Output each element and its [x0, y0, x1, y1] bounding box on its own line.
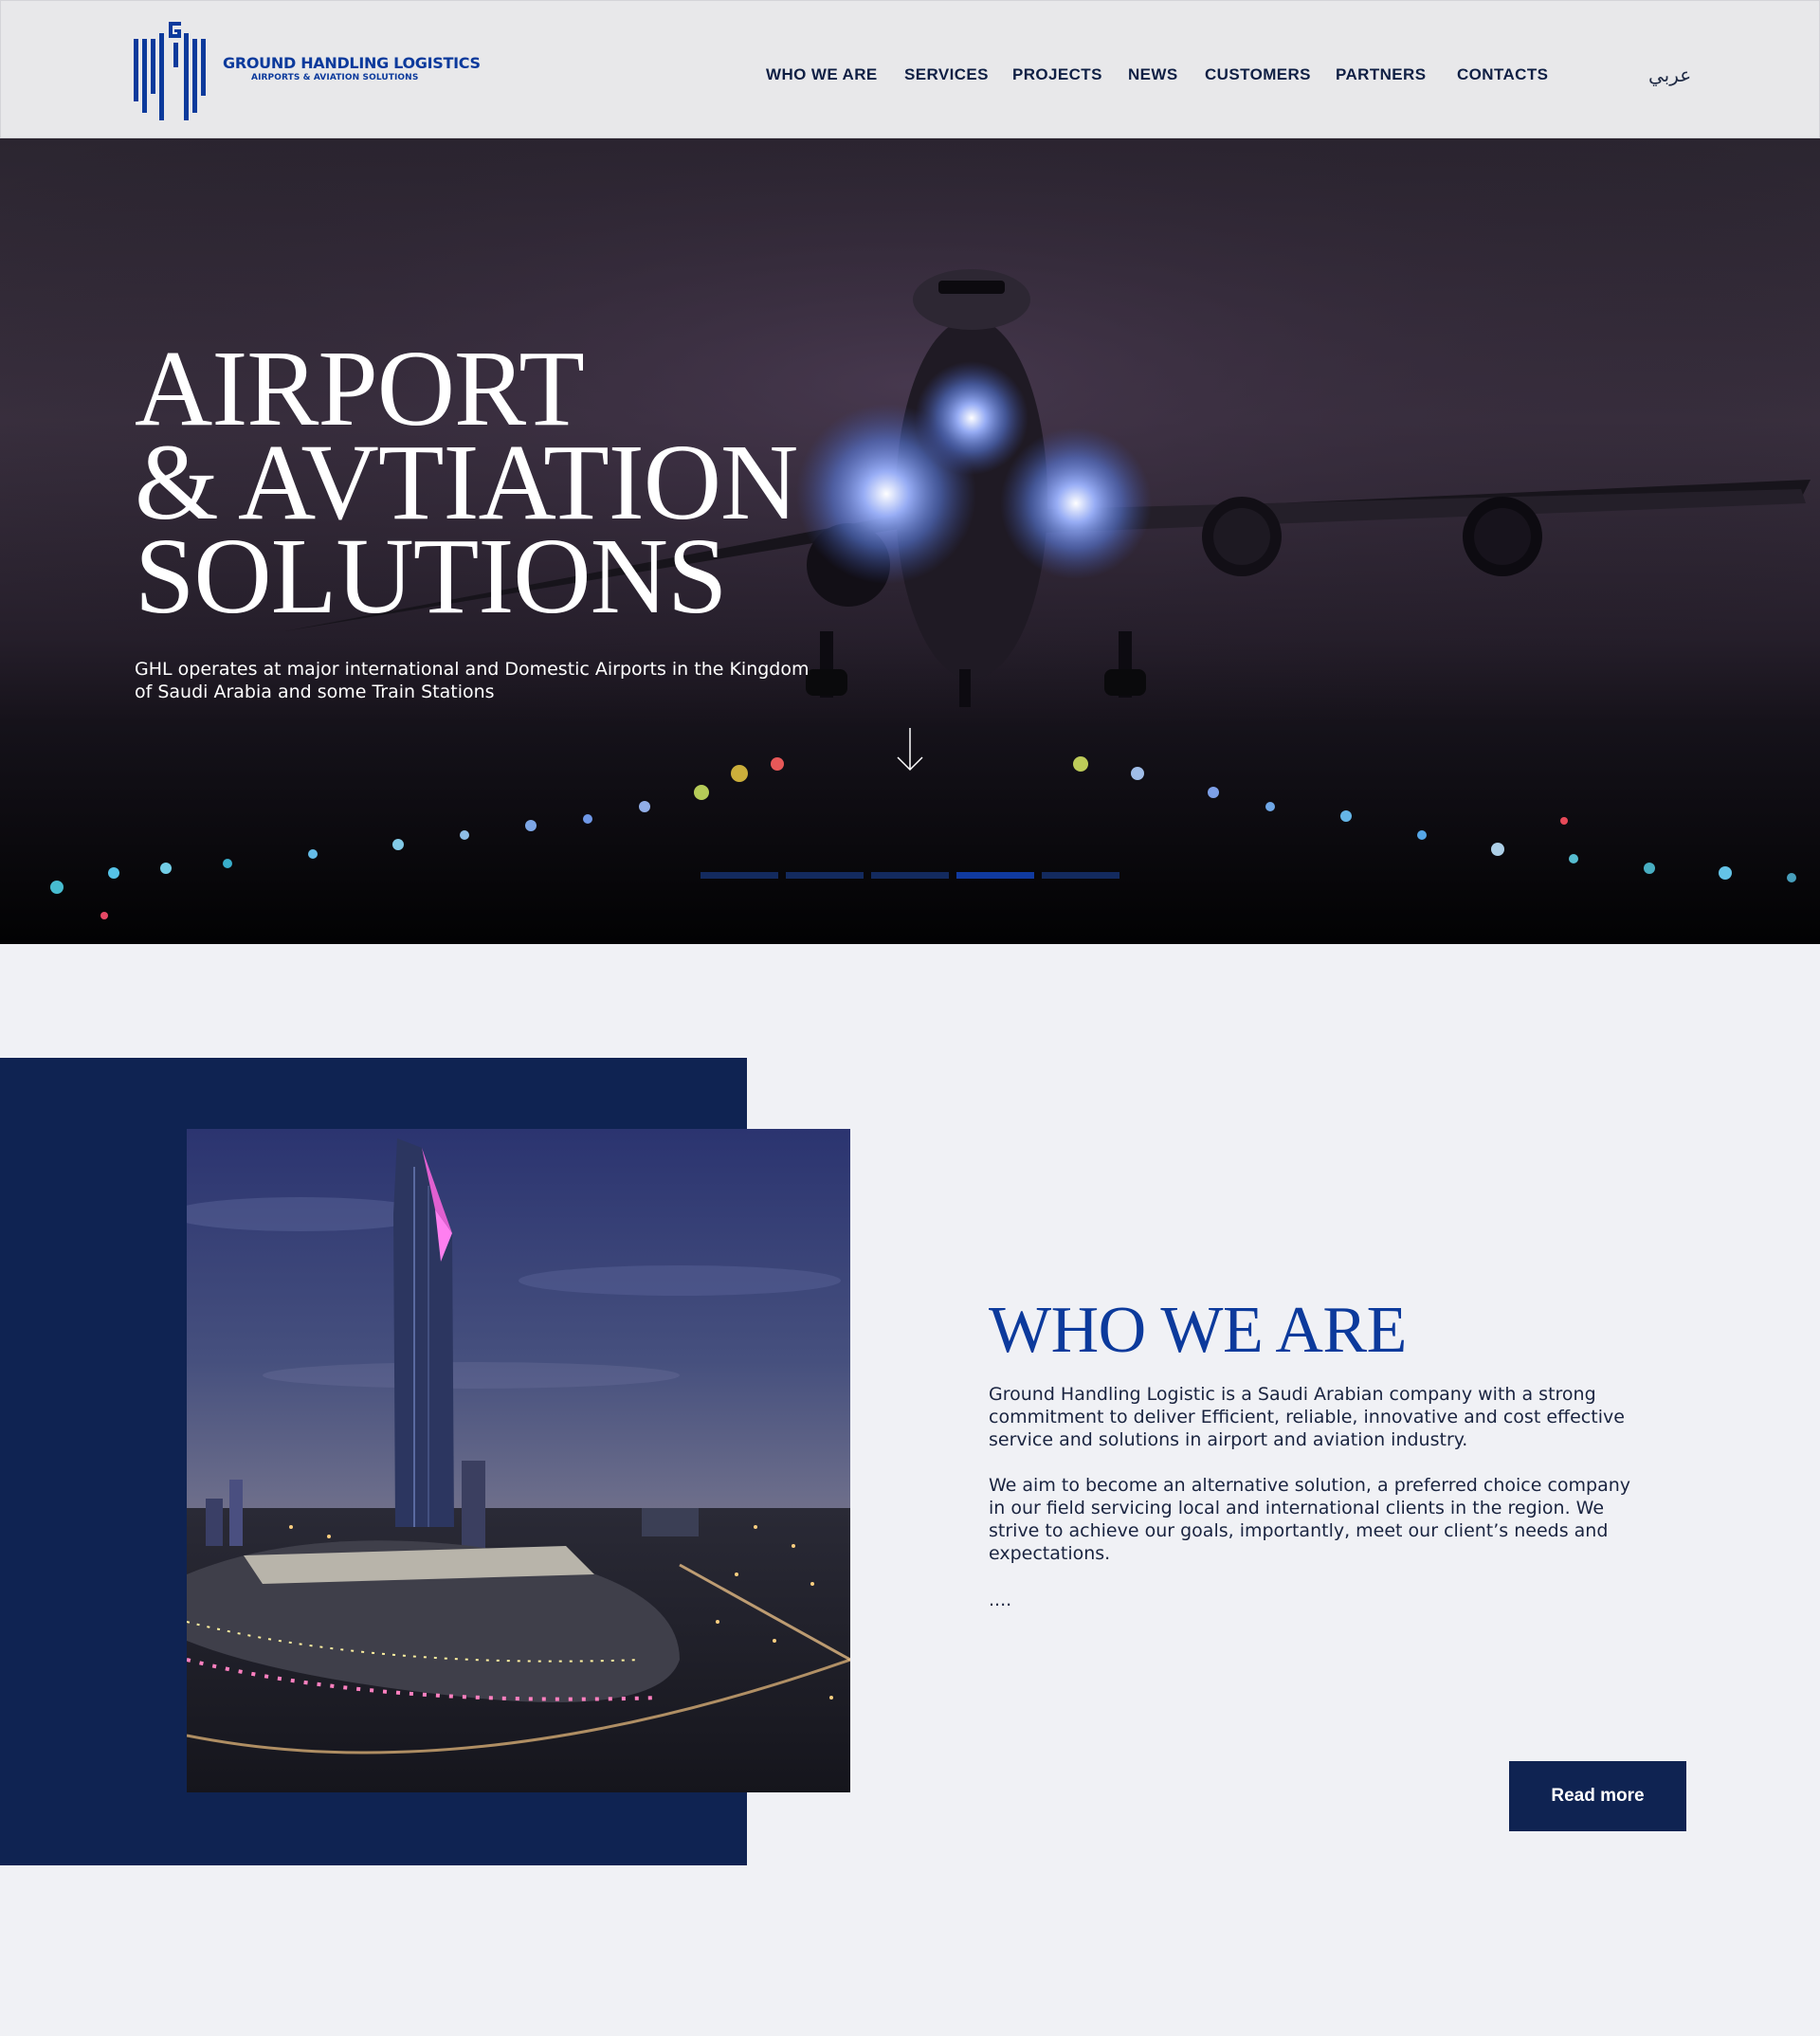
slider-dot-3[interactable] [871, 872, 949, 879]
slider-dot-4[interactable] [956, 872, 1034, 879]
hero-slider [0, 138, 1820, 944]
nav-item-services[interactable]: SERVICES [904, 65, 989, 83]
slider-dot-5[interactable] [1042, 872, 1119, 879]
about-paragraph-1: Ground Handling Logistic is a Saudi Arabian company with a strong commitment to deliver Efficient, reliable, innovative and cost effective service and solutions in airport and aviation industry. [989, 1384, 1625, 1450]
language-switch[interactable]: عربي [1648, 64, 1692, 86]
brand-logo[interactable] [134, 22, 481, 120]
hero-title-line-3: SOLUTIONS [135, 516, 727, 636]
riyadh-tower-image [187, 1129, 850, 1792]
brand-tagline: AIRPORTS & AVIATION SOLUTIONS [251, 73, 419, 82]
about-ellipsis: .... [989, 1590, 1012, 1610]
hero-title-line-2: & AVTIATION [135, 422, 798, 542]
read-more-button[interactable]: Read more [1509, 1761, 1686, 1831]
logo-mark-icon [134, 22, 211, 120]
hero-title [135, 328, 798, 636]
nav-item-partners[interactable]: PARTNERS [1336, 65, 1427, 83]
brand-name: GROUND HANDLING LOGISTICS [223, 54, 481, 72]
about-paragraph-2: We aim to become an alternative solution, a preferred choice company in our field servicing local and international clients in the region. We strive to achieve our goals, importantly, meet our client’s needs and expectations. [989, 1475, 1631, 1564]
nav-item-contacts[interactable]: CONTACTS [1457, 65, 1549, 83]
site-header [0, 0, 1820, 138]
hero-description: GHL operates at major international and Domestic Airports in the Kingdom of Saudi Arabia and some Train Stations [135, 659, 810, 702]
slider-dot-1[interactable] [701, 872, 778, 879]
nav-item-who-we-are[interactable]: WHO WE ARE [766, 65, 878, 83]
nav-item-projects[interactable]: PROJECTS [1012, 65, 1102, 83]
nav-item-customers[interactable]: CUSTOMERS [1205, 65, 1311, 83]
hero-title-line-1: AIRPORT [135, 328, 584, 448]
slider-dot-2[interactable] [786, 872, 864, 879]
about-title: WHO WE ARE [989, 1294, 1407, 1367]
arrow-down-icon[interactable] [895, 726, 925, 773]
nav-item-news[interactable]: NEWS [1128, 65, 1178, 83]
